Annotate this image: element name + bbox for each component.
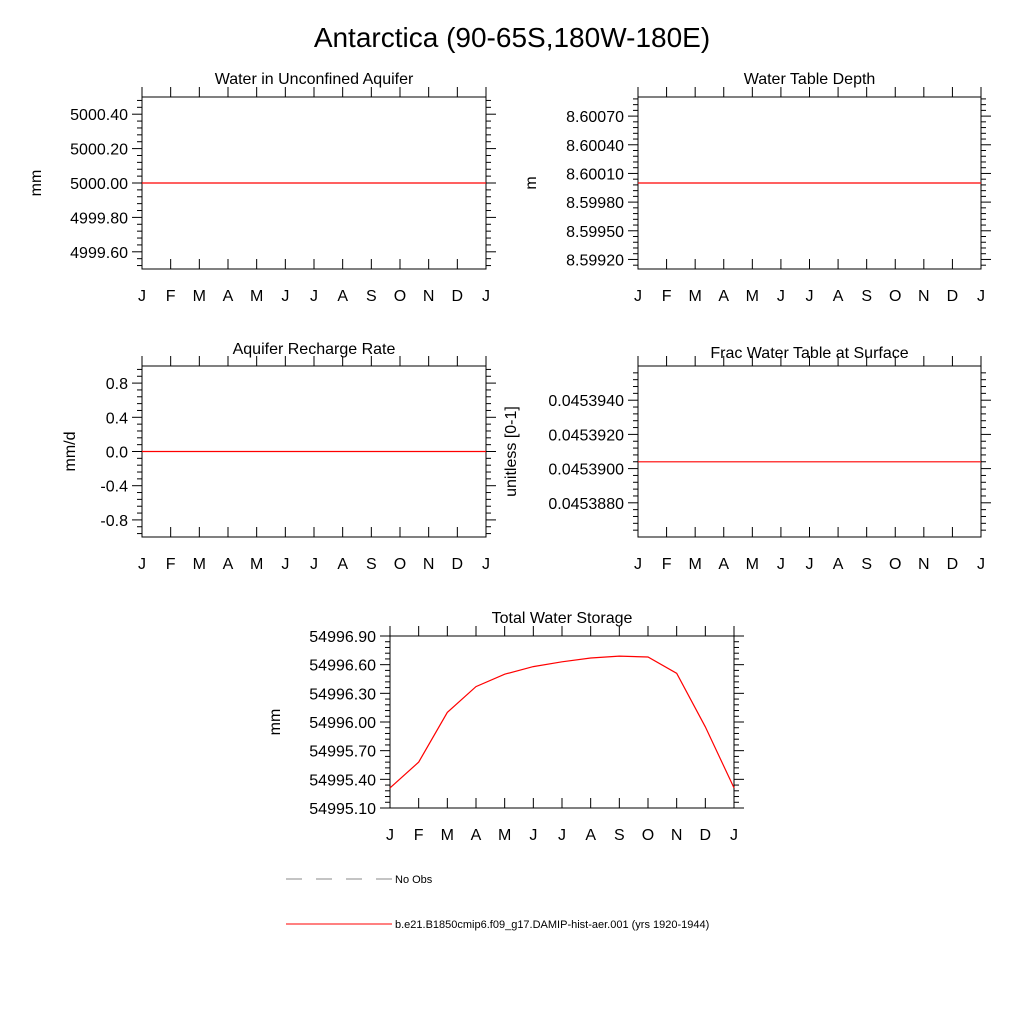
chart-1-xtick-label: F [165, 288, 176, 305]
chart-5-ytick-label: 54996.30 [309, 686, 376, 704]
chart-5-ytick-label: 54996.60 [309, 657, 376, 675]
chart-4-ytick-label: 0.0453920 [548, 427, 624, 445]
chart-3-ytick-label: -0.4 [100, 478, 128, 496]
chart-1-xtick-label: A [337, 288, 349, 305]
chart-2-ytick-label: 8.59920 [566, 252, 624, 270]
chart-3-xtick-label: A [337, 556, 349, 573]
chart-1-ylabel: mm [28, 169, 45, 197]
chart-4-frame [638, 366, 981, 537]
chart-4-ytick-label: 0.0453880 [548, 495, 624, 513]
chart-4-xtick-label: A [718, 556, 730, 573]
chart-2-ytick-label: 8.60040 [566, 137, 624, 155]
chart-3-xtick-label: J [281, 556, 290, 573]
chart-4-xtick-label: D [946, 556, 959, 573]
chart-4-xtick-label: O [889, 556, 902, 573]
chart-2-xtick-label: S [861, 288, 873, 305]
chart-5-xtick-label: D [699, 827, 712, 844]
chart-5-xtick-label: M [498, 827, 512, 844]
chart-5-ytick-label: 54996.00 [309, 715, 376, 732]
chart-1-xtick-label: J [281, 288, 290, 305]
chart-1-ytick-label: 5000.20 [70, 141, 128, 159]
chart-3-xtick-label: F [165, 556, 176, 573]
chart-5-xtick-label: M [440, 827, 454, 844]
chart-2-xtick-label: J [977, 288, 985, 305]
chart-1-title: Water in Unconfined Aquifer [214, 71, 414, 88]
chart-5-xtick-label: S [613, 827, 625, 844]
chart-1-xtick-label: N [422, 288, 435, 305]
chart-2-xtick-label: J [805, 288, 814, 305]
chart-5-xtick-label: F [413, 827, 424, 844]
chart-2-ytick-label: 8.59950 [566, 223, 624, 241]
chart-4-xtick-label: J [634, 556, 642, 573]
chart-2-xtick-label: M [745, 288, 759, 305]
chart-5-xtick-label: J [730, 827, 738, 844]
chart-3-xtick-label: D [451, 556, 464, 573]
chart-4-xtick-label: M [745, 556, 759, 573]
chart-5-ytick-label: 54995.40 [309, 772, 376, 790]
chart-2-ytick-label: 8.60070 [566, 109, 624, 127]
chart-1-xtick-label: J [482, 288, 490, 305]
chart-3-ylabel: mm/d [62, 431, 79, 472]
chart-1-xtick-label: D [451, 288, 464, 305]
chart-3-xtick-label: O [393, 556, 407, 573]
chart-4-xtick-label: S [861, 556, 873, 573]
chart-2-xtick-label: D [946, 288, 959, 305]
chart-5-ytick-label: 54995.70 [309, 743, 376, 761]
chart-5-xtick-label: N [670, 827, 683, 844]
chart-4-ytick-label: 0.0453900 [548, 461, 624, 479]
chart-3-ytick-label: 0.8 [105, 376, 128, 394]
chart-3-title: Aquifer Recharge Rate [232, 341, 396, 358]
chart-3-ytick-label: 0.4 [105, 410, 128, 428]
chart-2-ytick-label: 8.60010 [566, 166, 624, 184]
chart-4-xtick-label: A [832, 556, 844, 573]
chart-4-xtick-label: F [661, 556, 672, 573]
chart-1-xtick-label: J [138, 288, 146, 305]
chart-4-ylabel: unitless [0-1] [503, 406, 520, 497]
chart-3-xtick-label: S [365, 556, 377, 573]
chart-3-xtick-label: J [310, 556, 318, 573]
chart-3-xtick-label: A [222, 556, 234, 573]
chart-1-ytick-label: 4999.80 [70, 210, 128, 228]
page-title: Antarctica (90-65S,180W-180E) [313, 22, 711, 53]
chart-2-xtick-label: A [718, 288, 730, 305]
chart-4-xtick-label: J [805, 556, 814, 573]
chart-5-series-line [390, 656, 734, 788]
chart-3-ytick-label: -0.8 [100, 512, 128, 530]
chart-1-ytick-label: 5000.00 [70, 176, 128, 193]
chart-5-title: Total Water Storage [491, 610, 633, 627]
chart-2-xtick-label: M [688, 288, 702, 305]
chart-4-ytick-label: 0.0453940 [548, 393, 624, 411]
chart-3-xtick-label: J [482, 556, 490, 573]
chart-5-ytick-label: 54995.10 [309, 801, 376, 818]
chart-3-xtick-label: M [250, 556, 264, 573]
chart-5-ylabel: mm [267, 708, 284, 736]
chart-4-title: Frac Water Table at Surface [710, 345, 909, 362]
chart-3-ytick-label: 0.0 [105, 444, 128, 462]
chart-5-xtick-label: A [470, 827, 482, 844]
chart-2-xtick-label: F [661, 288, 672, 305]
chart-1-xtick-label: M [192, 288, 206, 305]
chart-1-xtick-label: S [365, 288, 377, 305]
chart-3-xtick-label: J [138, 556, 146, 573]
chart-5-xtick-label: J [529, 827, 538, 844]
chart-2-xtick-label: A [832, 288, 844, 305]
chart-2-xtick-label: O [889, 288, 902, 305]
chart-3-xtick-label: N [422, 556, 435, 573]
chart-5-ytick-label: 54996.90 [309, 629, 376, 646]
chart-1-xtick-label: J [310, 288, 318, 305]
chart-1-xtick-label: M [250, 288, 264, 305]
legend-model-label: b.e21.B1850cmip6.f09_g17.DAMIP-hist-aer.001 (yrs 1920-1944) [395, 919, 710, 931]
chart-1-ytick-label: 5000.40 [70, 107, 128, 125]
chart-4-xtick-label: J [776, 556, 785, 573]
chart-4-xtick-label: J [977, 556, 985, 573]
chart-1-ytick-label: 4999.60 [70, 244, 128, 262]
legend-obs-label: No Obs [395, 874, 433, 886]
chart-5-xtick-label: O [641, 827, 655, 844]
chart-5-xtick-label: A [585, 827, 597, 844]
chart-4-xtick-label: N [918, 556, 930, 573]
chart-5-xtick-label: J [386, 827, 394, 844]
chart-2-xtick-label: J [634, 288, 642, 305]
chart-3-xtick-label: M [192, 556, 206, 573]
chart-5-xtick-label: J [558, 827, 566, 844]
chart-1-xtick-label: O [393, 288, 407, 305]
chart-2-title: Water Table Depth [743, 71, 876, 88]
chart-2-ylabel: m [523, 176, 540, 190]
chart-2-xtick-label: J [776, 288, 785, 305]
chart-2-ytick-label: 8.59980 [566, 195, 624, 213]
chart-2-xtick-label: N [918, 288, 930, 305]
chart-4-xtick-label: M [688, 556, 702, 573]
chart-1-xtick-label: A [222, 288, 234, 305]
